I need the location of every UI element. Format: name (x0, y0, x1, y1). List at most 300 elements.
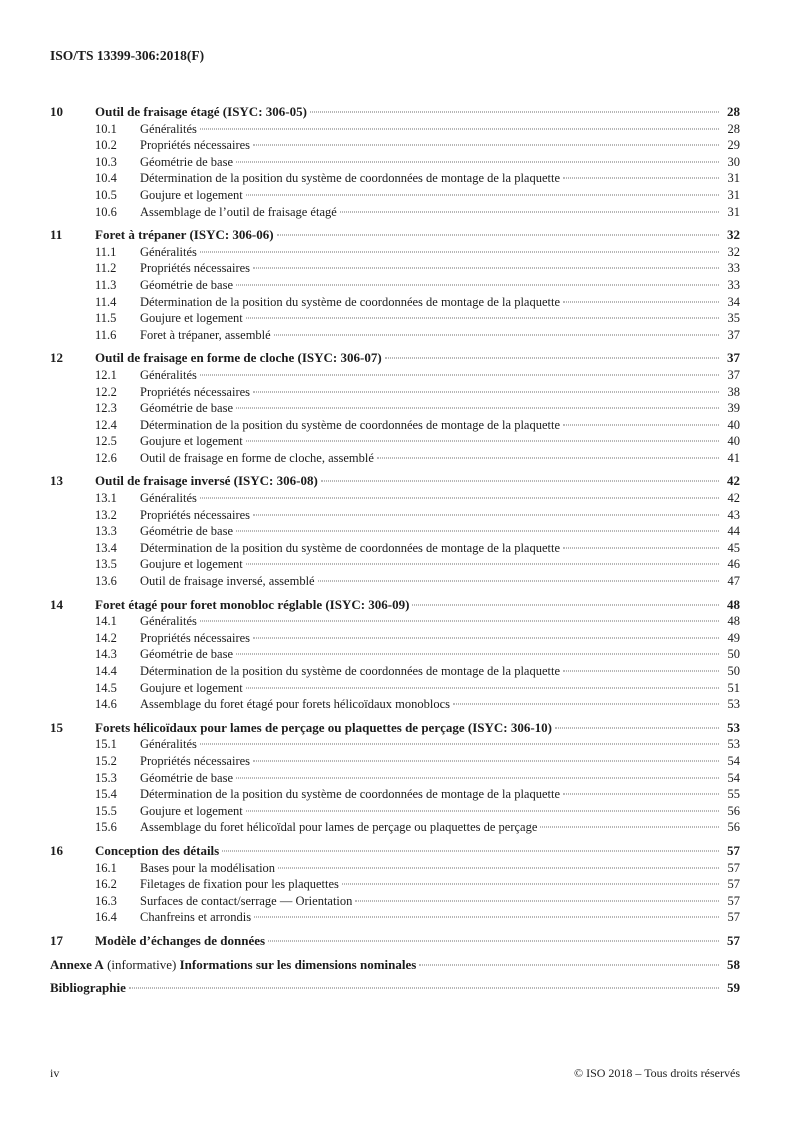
toc-entry-number: 12.3 (95, 401, 117, 416)
toc-entry-number: 12.6 (95, 450, 117, 465)
toc-entry-page: 34 (727, 294, 740, 309)
toc-subsection-row (50, 137, 740, 154)
toc-subsection-row (50, 573, 740, 590)
dot-leader (200, 498, 719, 499)
toc-entry-title-part: Surfaces de contact/serrage — Orientation (140, 893, 353, 908)
toc-entry-title (95, 350, 382, 367)
toc-entry-number: 12.2 (95, 384, 117, 399)
dot-leader (236, 531, 719, 532)
toc-entry-title (140, 244, 197, 261)
toc-entry-page: 58 (727, 956, 740, 972)
dot-leader (254, 917, 719, 918)
toc-entry-page: 50 (727, 647, 740, 662)
toc-entry-page: 59 (727, 980, 740, 996)
dot-leader (253, 391, 719, 392)
toc-entry-number: 13.4 (95, 540, 117, 555)
toc-entry-title (95, 227, 274, 244)
toc-entry-title-part: Goujure et logement (140, 557, 243, 572)
dot-leader (236, 284, 719, 285)
toc-entry-title-part: Généralités (140, 244, 197, 259)
dot-leader (253, 514, 719, 515)
toc-entry-page: 42 (727, 491, 740, 506)
dot-leader (274, 334, 719, 335)
toc-entry-title (140, 893, 352, 910)
toc-entry-number: 13.3 (95, 524, 117, 539)
toc-subsection-row (50, 876, 740, 893)
toc-entry-title (140, 170, 560, 187)
toc-entry-number: 10.1 (95, 121, 117, 136)
toc-entry-title-part: Outil de fraisage en forme de cloche, assemblé (140, 450, 374, 465)
toc-entry-title (140, 909, 251, 926)
toc-section-row (50, 104, 740, 121)
dot-leader (236, 161, 719, 162)
toc-entry-title-part: Chanfreins et arrondis (140, 910, 252, 925)
toc-subsection-row (50, 893, 740, 910)
toc-entry-page: 57 (727, 893, 740, 908)
toc-entry-page: 42 (727, 473, 740, 489)
toc-subsection-row (50, 154, 740, 171)
toc-entry-title-part: Géométrie de base (140, 154, 234, 169)
toc-subsection-row (50, 909, 740, 926)
toc-subsection-row (50, 327, 740, 344)
dot-leader (200, 744, 719, 745)
dot-leader (129, 988, 719, 989)
toc-entry-title-part: Propriétés nécessaires (140, 630, 251, 645)
dot-leader (200, 128, 719, 129)
toc-entry-page: 49 (727, 630, 740, 645)
toc-entry-title (95, 933, 265, 950)
toc-entry-title (140, 367, 197, 384)
toc-entry-page: 53 (727, 719, 740, 735)
dot-leader (342, 884, 719, 885)
dot-leader (563, 794, 719, 795)
toc-entry-title-part: Goujure et logement (140, 187, 243, 202)
toc-subsection-row (50, 753, 740, 770)
toc-entry-title (140, 696, 450, 713)
toc-entry-number: 11.3 (95, 277, 117, 292)
toc-entry-page: 40 (727, 417, 740, 432)
dot-leader (385, 358, 719, 359)
toc-entry-number: 14.6 (95, 697, 117, 712)
toc-entry-title-part: Assemblage du foret étagé pour forets hélicoïdaux monoblocs (140, 697, 450, 712)
document-header (50, 48, 204, 64)
toc-entry-title-part: Assemblage du foret hélicoïdal pour lames de perçage ou plaquettes de perçage (140, 820, 538, 835)
toc-subsection-row (50, 523, 740, 540)
toc-entry-page: 32 (727, 227, 740, 243)
toc-entry-title (140, 400, 233, 417)
toc-entry-title-part: Foret à trépaner, assemblé (140, 327, 271, 342)
toc-subsection-row (50, 294, 740, 311)
toc-entry-title (140, 613, 197, 630)
toc-entry-page: 38 (727, 384, 740, 399)
toc-entry-title (140, 384, 250, 401)
toc-entry-title-part: Filetages de fixation pour les plaquettes (140, 877, 339, 892)
toc-entry-title-part: Foret à trépaner (ISYC: 306-06) (95, 227, 274, 243)
dot-leader (453, 704, 719, 705)
toc-section-row (50, 473, 740, 490)
toc-entry-page: 56 (727, 820, 740, 835)
dot-leader (253, 760, 719, 761)
toc-entry-number: 13.2 (95, 507, 117, 522)
toc-entry-number: 11 (50, 227, 63, 243)
toc-entry-page: 37 (727, 327, 740, 342)
toc-entry-number: 15.4 (95, 787, 117, 802)
toc-entry-title (140, 860, 275, 877)
toc-entry-page: 57 (727, 860, 740, 875)
toc-entry-page: 50 (727, 664, 740, 678)
toc-entry-number: 13.1 (95, 491, 117, 506)
toc-entry-number: 13 (50, 473, 63, 489)
dot-leader (246, 318, 719, 319)
toc-entry-page: 39 (727, 401, 740, 416)
toc-entry-page: 51 (727, 680, 740, 695)
dot-leader (200, 621, 719, 622)
toc-entry-title (95, 104, 307, 121)
toc-entry-number: 14.3 (95, 647, 117, 662)
toc-entry-number: 15.5 (95, 803, 117, 818)
toc-subsection-row (50, 310, 740, 327)
dot-leader (277, 235, 719, 236)
toc-entry-title (140, 803, 243, 820)
dot-leader (200, 251, 719, 252)
toc-entry-page: 45 (727, 540, 740, 555)
toc-entry-number: 11.5 (95, 311, 117, 326)
toc-entry-title (140, 507, 250, 524)
toc-entry-title-part: Propriétés nécessaires (140, 384, 251, 399)
toc-entry-page: 57 (727, 842, 740, 858)
dot-leader (246, 687, 719, 688)
toc-subsection-row (50, 819, 740, 836)
toc-entry-title (140, 663, 560, 680)
toc-entry-title-part: (informative) (103, 956, 180, 972)
toc-entry-page: 43 (727, 507, 740, 522)
dot-leader (246, 810, 719, 811)
toc-entry-number: 11.4 (95, 294, 117, 309)
toc-entry-title (140, 277, 233, 294)
toc-entry-number: 12.5 (95, 434, 117, 449)
toc-entry-title-part: Outil de fraisage inversé (ISYC: 306-08) (95, 473, 318, 489)
toc-subsection-row (50, 490, 740, 507)
toc-subsection-row (50, 803, 740, 820)
toc-entry-number: 16.4 (95, 910, 117, 925)
toc-entry-title-part: Généralités (140, 367, 197, 382)
toc-entry-page: 33 (727, 277, 740, 292)
toc-entry-page: 31 (727, 204, 740, 219)
toc-subsection-row (50, 260, 740, 277)
toc-entry-number: 15.6 (95, 820, 117, 835)
toc-subsection-row (50, 244, 740, 261)
page-number: iv (50, 1066, 60, 1080)
toc-subsection-row (50, 204, 740, 221)
dot-leader (236, 654, 719, 655)
toc-subsection-row (50, 121, 740, 138)
toc-entry-number: 13.6 (95, 574, 117, 589)
toc-entry-page: 33 (727, 261, 740, 276)
toc-entry-number: 12.1 (95, 367, 117, 382)
toc-entry-title (140, 450, 374, 467)
toc-entry-number: 16.2 (95, 877, 117, 892)
dot-leader (563, 547, 719, 548)
toc-entry-page: 55 (727, 787, 740, 802)
toc-entry-page: 48 (727, 596, 740, 612)
toc-entry-page: 47 (727, 574, 740, 589)
toc-entry-page: 57 (727, 877, 740, 892)
toc-entry-title-part: Généralités (140, 491, 197, 506)
toc-entry-number: 10.3 (95, 154, 117, 169)
toc-entry-title (140, 736, 197, 753)
toc-entry-number: 13.5 (95, 557, 117, 572)
toc-entry-page: 35 (727, 311, 740, 326)
toc-entry-title-part: Géométrie de base (140, 524, 234, 539)
toc-entry-page: 53 (727, 697, 740, 712)
toc-entry-title (95, 720, 552, 737)
dot-leader (563, 301, 719, 302)
toc-entry-title-part: Détermination de la position du système de coordonnées de montage de la plaquette (140, 417, 561, 432)
toc-entry-title (140, 630, 250, 647)
toc-section-row (50, 933, 740, 950)
toc-entry-number: 10 (50, 104, 63, 119)
toc-entry-page: 37 (727, 367, 740, 382)
toc-entry-page: 31 (727, 171, 740, 186)
toc-entry-number: 14.1 (95, 614, 117, 629)
toc-subsection-row (50, 170, 740, 187)
toc-entry-number: 10.4 (95, 171, 117, 186)
toc-entry-number: 11.6 (95, 327, 117, 342)
toc-entry-title-part: Outil de fraisage inversé, assemblé (140, 574, 315, 589)
dot-leader (253, 268, 719, 269)
dot-leader (318, 581, 719, 582)
toc-entry-title-part: Bibliographie (50, 980, 126, 996)
toc-entry-page: 48 (727, 614, 740, 629)
toc-subsection-row (50, 736, 740, 753)
toc-entry-title-part: Généralités (140, 737, 197, 752)
toc-subsection-row (50, 277, 740, 294)
dot-leader (321, 481, 719, 482)
toc-entry-title (140, 490, 197, 507)
dot-leader (246, 441, 719, 442)
toc-entry-title-part: Outil de fraisage étagé (ISYC: 306-05) (95, 104, 307, 119)
toc-entry-title (140, 646, 233, 663)
dot-leader (253, 145, 719, 146)
toc-entry-title-part: Assemblage de l’outil de fraisage étagé (140, 204, 337, 219)
toc-entry-title-part: Géométrie de base (140, 277, 234, 292)
toc-subsection-row (50, 540, 740, 557)
dot-leader (355, 900, 719, 901)
table-of-contents (50, 104, 740, 997)
toc-entry-title (50, 957, 416, 974)
toc-subsection-row (50, 680, 740, 697)
toc-entry-title-part: Goujure et logement (140, 680, 243, 695)
toc-entry-title (140, 204, 337, 221)
copyright-notice: © ISO 2018 – Tous droits réservés (573, 1066, 740, 1080)
dot-leader (340, 211, 719, 212)
toc-subsection-row (50, 663, 740, 680)
toc-subsection-row (50, 187, 740, 204)
toc-entry-title-part: Détermination de la position du système de coordonnées de montage de la plaquette (140, 540, 561, 555)
toc-entry-number: 10.6 (95, 204, 117, 219)
toc-entry-title-part: Géométrie de base (140, 770, 234, 785)
toc-entry-number: 14.2 (95, 630, 117, 645)
toc-entry-page: 56 (727, 803, 740, 818)
toc-section-row (50, 227, 740, 244)
toc-entry-title (95, 843, 219, 860)
toc-entry-number: 15.2 (95, 753, 117, 768)
dot-leader (419, 964, 719, 965)
toc-entry-title (140, 417, 560, 434)
toc-entry-title-part: Généralités (140, 614, 197, 629)
toc-entry-page: 30 (727, 154, 740, 169)
dot-leader (563, 178, 719, 179)
toc-entry-title-part: Propriétés nécessaires (140, 753, 251, 768)
toc-entry-title-part: Détermination de la position du système de coordonnées de montage de la plaquette (140, 294, 561, 309)
toc-entry-title (140, 310, 243, 327)
toc-entry-number: 17 (50, 932, 63, 948)
toc-entry-title (140, 523, 233, 540)
dot-leader (563, 671, 719, 672)
toc-entry-title-part: Foret étagé pour foret monobloc réglable (ISYC: 306-09) (95, 596, 410, 612)
toc-backmatter-row (50, 980, 740, 997)
toc-entry-number: 15.1 (95, 737, 117, 752)
toc-entry-title (95, 597, 409, 614)
toc-entry-title-part: Annexe A (50, 956, 104, 972)
toc-entry-title-part: Détermination de la position du système de coordonnées de montage de la plaquette (140, 171, 561, 186)
dot-leader (246, 194, 719, 195)
toc-entry-number: 15.3 (95, 770, 117, 785)
toc-entry-title-part: Généralités (140, 121, 197, 136)
dot-leader (236, 777, 719, 778)
toc-entry-title (140, 294, 560, 311)
toc-entry-title (140, 154, 233, 171)
toc-entry-title (140, 187, 243, 204)
dot-leader (412, 604, 719, 605)
toc-entry-title (140, 327, 271, 344)
toc-subsection-row (50, 417, 740, 434)
toc-entry-page: 41 (727, 450, 740, 465)
toc-section-row (50, 350, 740, 367)
toc-entry-number: 16.1 (95, 860, 117, 875)
toc-entry-title-part: Détermination de la position du système de coordonnées de montage de la plaquette (140, 787, 561, 802)
toc-entry-number: 14.5 (95, 680, 117, 695)
toc-entry-page: 53 (727, 737, 740, 752)
toc-entry-title (140, 680, 243, 697)
toc-entry-title-part: Conception des détails (95, 842, 220, 858)
toc-entry-title-part: Géométrie de base (140, 647, 234, 662)
toc-subsection-row (50, 613, 740, 630)
toc-entry-number: 15 (50, 719, 63, 735)
toc-entry-page: 57 (727, 932, 740, 948)
dot-leader (222, 850, 719, 851)
toc-entry-title (140, 433, 243, 450)
toc-entry-title-part: Bases pour la modélisation (140, 860, 276, 875)
toc-section-row (50, 720, 740, 737)
dot-leader (540, 827, 719, 828)
toc-subsection-row (50, 384, 740, 401)
toc-entry-title-part: Propriétés nécessaires (140, 138, 251, 153)
toc-entry-title (140, 770, 233, 787)
toc-entry-number: 14 (50, 596, 63, 612)
toc-entry-title (140, 260, 250, 277)
document-id: ISO/TS 13399-306:2018(F) (50, 48, 205, 63)
toc-entry-page: 29 (727, 138, 740, 153)
toc-subsection-row (50, 696, 740, 713)
toc-entry-title-part: Goujure et logement (140, 803, 243, 818)
toc-entry-title-part: Goujure et logement (140, 311, 243, 326)
toc-entry-page: 28 (727, 104, 740, 119)
toc-subsection-row (50, 646, 740, 663)
toc-entry-title-part: Forets hélicoïdaux pour lames de perçage ou plaquettes de perçage (ISYC: 306-10) (95, 719, 553, 735)
toc-subsection-row (50, 770, 740, 787)
toc-entry-title (140, 573, 315, 590)
toc-subsection-row (50, 630, 740, 647)
dot-leader (236, 408, 719, 409)
toc-entry-title (140, 876, 339, 893)
toc-subsection-row (50, 450, 740, 467)
toc-entry-page: 40 (727, 434, 740, 449)
dot-leader (253, 637, 719, 638)
toc-entry-title-part: Propriétés nécessaires (140, 507, 251, 522)
toc-section-row (50, 843, 740, 860)
toc-entry-number: 14.4 (95, 664, 117, 678)
dot-leader (555, 727, 719, 728)
toc-entry-number: 16.3 (95, 893, 117, 908)
toc-entry-page: 54 (727, 770, 740, 785)
dot-leader (246, 564, 719, 565)
toc-entry-title (95, 473, 318, 490)
dot-leader (377, 457, 719, 458)
toc-entry-title-part: Propriétés nécessaires (140, 261, 251, 276)
toc-subsection-row (50, 400, 740, 417)
toc-subsection-row (50, 556, 740, 573)
toc-entry-title (140, 137, 250, 154)
toc-entry-title (140, 753, 250, 770)
toc-entry-page: 37 (727, 350, 740, 366)
dot-leader (278, 867, 719, 868)
toc-entry-number: 12 (50, 350, 63, 366)
toc-entry-number: 10.5 (95, 187, 117, 202)
toc-subsection-row (50, 786, 740, 803)
toc-entry-number: 16 (50, 842, 63, 858)
toc-subsection-row (50, 433, 740, 450)
document-footer (50, 1066, 740, 1081)
toc-entry-page: 28 (727, 121, 740, 136)
toc-entry-number: 11.2 (95, 261, 117, 276)
toc-entry-number: 10.2 (95, 138, 117, 153)
toc-subsection-row (50, 367, 740, 384)
toc-backmatter-row (50, 957, 740, 974)
toc-entry-page: 46 (727, 557, 740, 572)
toc-entry-page: 31 (727, 187, 740, 202)
toc-entry-title (50, 980, 126, 997)
toc-entry-page: 54 (727, 753, 740, 768)
toc-entry-number: 11.1 (95, 244, 117, 259)
toc-entry-title-part: Détermination de la position du système de coordonnées de montage de la plaquette (140, 664, 561, 678)
dot-leader (200, 374, 719, 375)
toc-entry-title (140, 121, 197, 138)
toc-entry-title (140, 819, 537, 836)
dot-leader (563, 424, 719, 425)
toc-entry-title-part: Modèle d’échanges de données (95, 932, 266, 948)
dot-leader (268, 940, 719, 941)
toc-entry-title (140, 556, 243, 573)
toc-section-row (50, 597, 740, 614)
toc-entry-title-part: Goujure et logement (140, 434, 243, 449)
toc-entry-title (140, 786, 560, 803)
toc-entry-page: 32 (727, 244, 740, 259)
toc-entry-title (140, 540, 560, 557)
toc-entry-page: 57 (727, 910, 740, 925)
toc-entry-title-part: Géométrie de base (140, 401, 234, 416)
dot-leader (310, 112, 719, 113)
